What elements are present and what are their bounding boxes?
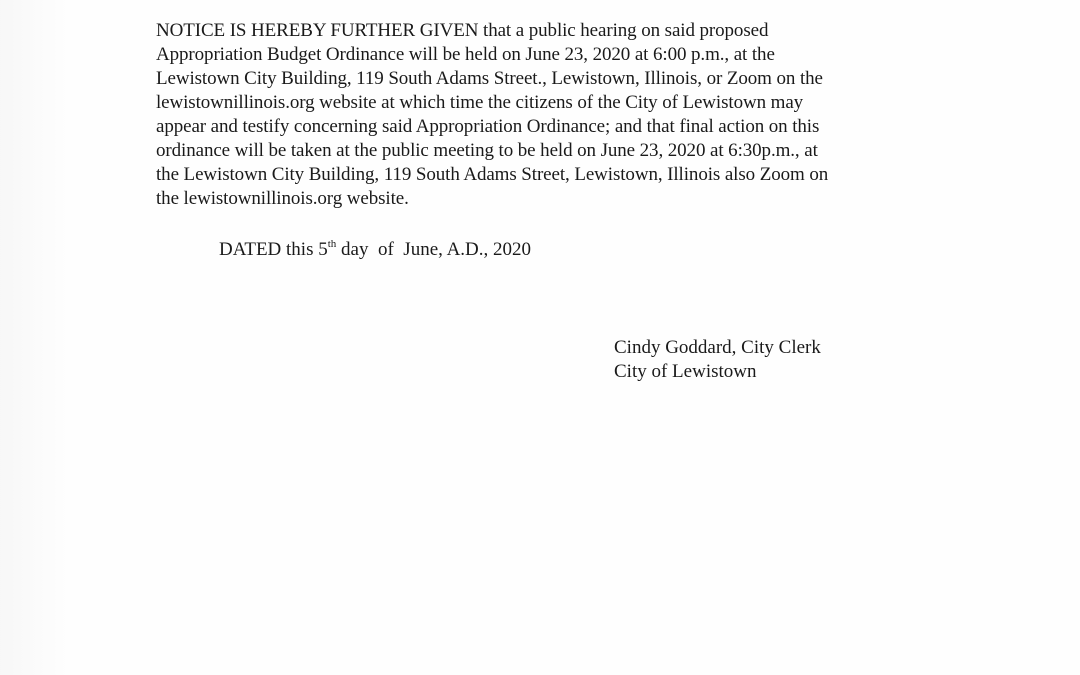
- notice-line-3: Lewistown City Building, 119 South Adams Street., Lewistown, Illinois, or Zoom on the: [156, 68, 823, 89]
- notice-line-2: Appropriation Budget Ordinance will be held on June 23, 2020 at 6:00 p.m., at the: [156, 44, 775, 65]
- notice-line-1: NOTICE IS HEREBY FURTHER GIVEN that a public hearing on said proposed: [156, 20, 769, 41]
- notice-line-6: ordinance will be taken at the public meeting to be held on June 23, 2020 at 6:30p.m., at: [156, 140, 818, 161]
- signature-name: Cindy Goddard, City Clerk: [614, 337, 821, 358]
- dated-rest: day of June, A.D., 2020: [336, 239, 532, 260]
- notice-line-5: appear and testify concerning said Appropriation Ordinance; and that final action on this: [156, 116, 820, 137]
- dated-line: [219, 238, 531, 262]
- dated-prefix: DATED this 5: [219, 239, 328, 260]
- signature-organization: City of Lewistown: [614, 361, 757, 382]
- notice-line-4: lewistownillinois.org website at which time the citizens of the City of Lewistown may: [156, 92, 804, 113]
- dated-ordinal-suffix: th: [327, 238, 337, 250]
- notice-line-7: the Lewistown City Building, 119 South Adams Street, Lewistown, Illinois also Zoom on: [156, 164, 829, 185]
- notice-line-8: the lewistownillinois.org website.: [156, 188, 409, 209]
- scan-shadow-edge: [0, 0, 70, 675]
